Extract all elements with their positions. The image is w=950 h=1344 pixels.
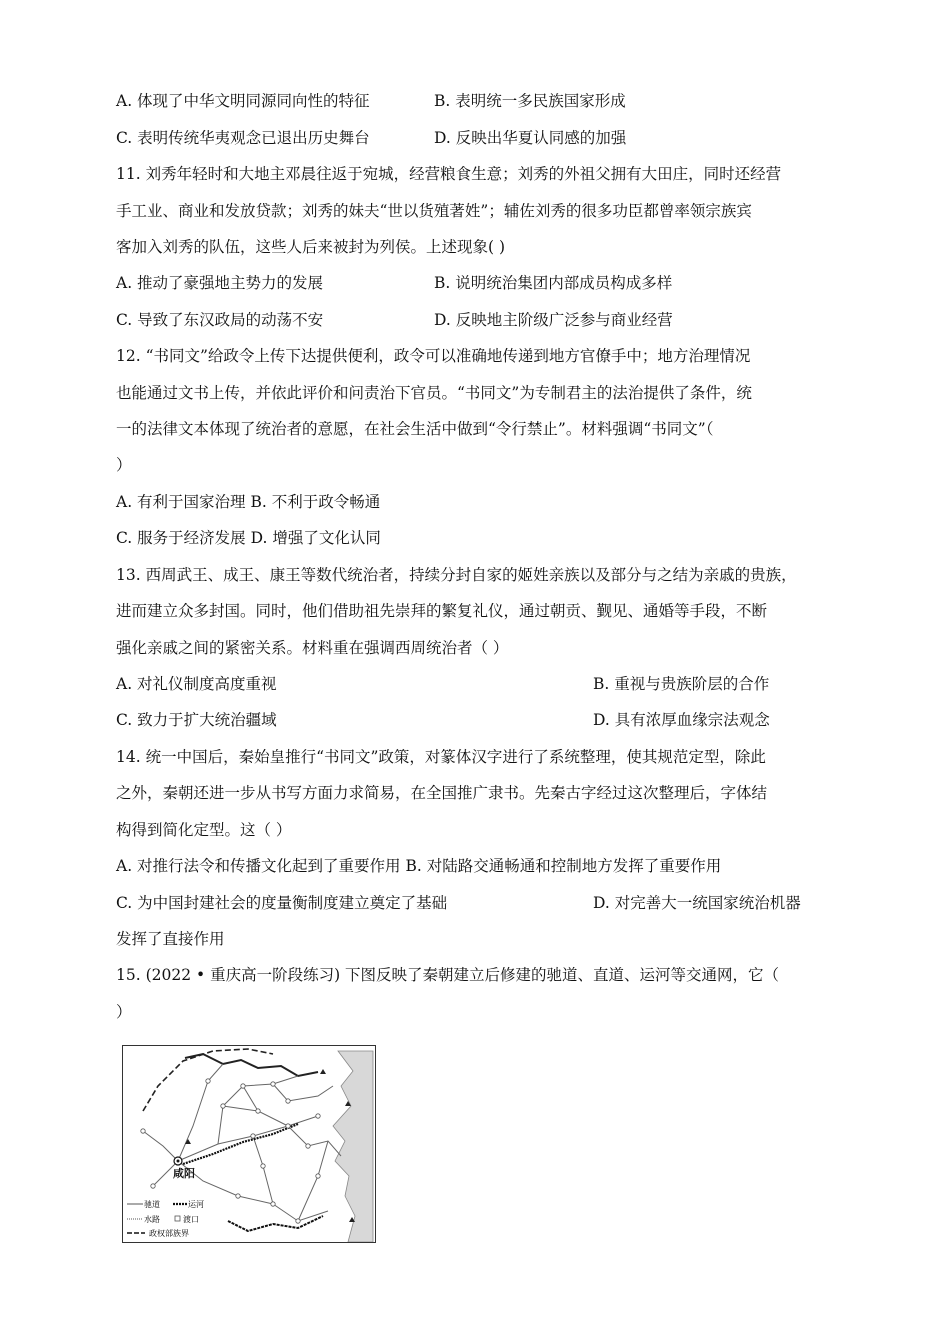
q14-option-d: D. 对完善大一统国家统治机器 — [593, 894, 801, 912]
map-legend — [127, 1199, 204, 1238]
q12-stem-line: 一的法律文本体现了统治者的意愿，在社会生活中做到“令行禁止”。材料强调“书同文”（ — [116, 420, 714, 438]
qin-transport-map — [122, 1045, 376, 1243]
q11-stem-line: 11. 刘秀年轻时和大地主邓晨往返于宛城，经营粮食生意；刘秀的外祖父拥有大田庄，同时还经营 — [116, 165, 782, 183]
svg-text:政权部族界: 政权部族界 — [149, 1229, 189, 1238]
q14-option-d-continued: 发挥了直接作用 — [116, 930, 225, 948]
q12-options-cd: C. 服务于经济发展 D. 增强了文化认同 — [116, 529, 381, 547]
q11-option-a: A. 推动了豪强地主势力的发展 — [116, 274, 324, 292]
q10-option-a: A. 体现了中华文明同源同向性的特征 — [116, 92, 370, 110]
q13-stem-line: 13. 西周武王、成王、康王等数代统治者，持续分封自家的姬姓亲族以及部分与之结为亲戚的贵族， — [116, 566, 797, 584]
q11-option-b: B. 说明统治集团内部成员构成多样 — [434, 274, 673, 292]
q10-option-c: C. 表明传统华夷观念已退出历史舞台 — [116, 129, 370, 147]
q14-stem-line: 之外，秦朝还进一步从书写方面力求简易，在全国推广隶书。先秦古字经过这次整理后，字体结 — [116, 784, 768, 802]
q12-stem-line: ） — [116, 456, 132, 474]
svg-text:水路: 水路 — [144, 1215, 160, 1224]
svg-text:驰道: 驰道 — [144, 1200, 160, 1209]
q15-stem-line: ） — [116, 1003, 132, 1021]
q10-option-b: B. 表明统一多民族国家形成 — [434, 92, 626, 110]
q13-option-b: B. 重视与贵族阶层的合作 — [593, 675, 770, 693]
q12-stem-line: 12. “书同文”给政令上传下达提供便利，政令可以准确地传递到地方官僚手中；地方治理情况 — [116, 347, 751, 365]
triangle-markers — [185, 1069, 355, 1222]
q13-option-d: D. 具有浓厚血缘宗法观念 — [593, 711, 770, 729]
svg-text:运河: 运河 — [188, 1200, 204, 1209]
svg-text:渡口: 渡口 — [183, 1215, 199, 1224]
q14-options-ab: A. 对推行法令和传播文化起到了重要作用 B. 对陆路交通畅通和控制地方发挥了重要作用 — [116, 857, 722, 875]
q11-option-c: C. 导致了东汉政局的动荡不安 — [116, 311, 324, 329]
q12-stem-line: 也能通过文书上传，并依此评价和问责治下官员。“书同文”为专制君主的法治提供了条件，统 — [116, 384, 752, 402]
q14-stem-line: 构得到简化定型。这（ ） — [116, 821, 292, 839]
q15-stem-line: 15. (2022 • 重庆高一阶段练习) 下图反映了秦朝建立后修建的驰道、直道、运河等交通网，它（ — [116, 966, 780, 984]
canal-line-south — [228, 1216, 323, 1231]
q12-options-ab: A. 有利于国家治理 B. 不利于政令畅通 — [116, 493, 381, 511]
q14-option-c: C. 为中国封建社会的度量衡制度建立奠定了基础 — [116, 894, 448, 912]
q14-stem-line: 14. 统一中国后，秦始皇推行“书同文”政策，对篆体汉字进行了系统整理，使其规范定型，除此 — [116, 748, 766, 766]
map-graphic — [123, 1046, 375, 1242]
q11-stem-line: 客加入刘秀的队伍，这些人后来被封为列侯。上述现象( ) — [116, 238, 506, 256]
sea-area — [333, 1051, 373, 1242]
capital-label: 咸阳 — [173, 1167, 195, 1180]
canal-line — [183, 1124, 298, 1164]
capital-dot — [177, 1160, 180, 1163]
wall-line — [185, 1054, 318, 1076]
q13-stem-line: 强化亲戚之间的紧密关系。材料重在强调西周统治者（ ） — [116, 639, 509, 657]
q13-stem-line: 进而建立众多封国。同时，他们借助祖先崇拜的繁复礼仪，通过朝贡、觐见、通婚等手段，不断 — [116, 602, 768, 620]
q11-option-d: D. 反映地主阶级广泛参与商业经营 — [434, 311, 673, 329]
q10-option-d: D. 反映出华夏认同感的加强 — [434, 129, 627, 147]
q13-option-c: C. 致力于扩大统治疆域 — [116, 711, 277, 729]
q11-stem-line: 手工业、商业和发放贷款；刘秀的妹夫“世以货殖著姓”；辅佐刘秀的很多功臣都曾率领宗族宾 — [116, 202, 752, 220]
q13-option-a: A. 对礼仪制度高度重视 — [116, 675, 277, 693]
